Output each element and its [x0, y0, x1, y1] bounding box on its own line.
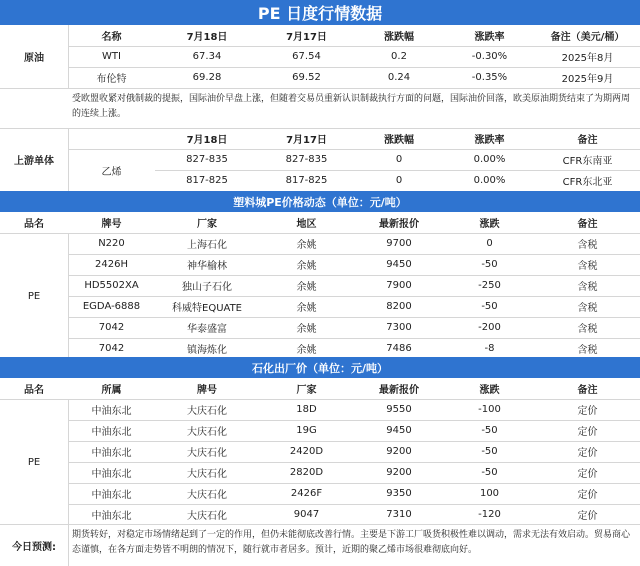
table-cell: 大庆石化	[187, 406, 227, 417]
section-label-crude: 原油	[24, 53, 44, 64]
table-cell: 含税	[577, 303, 598, 314]
column-header: 涨跌幅	[384, 32, 414, 43]
table-cell: 中油东北	[91, 448, 132, 459]
table-cell: -0.35%	[471, 72, 508, 83]
column-header: 涨跌幅	[384, 135, 414, 146]
table-cell: 华泰盛富	[187, 324, 227, 335]
table-cell: 69.52	[292, 72, 321, 83]
table-cell: 0.24	[387, 72, 411, 83]
table-cell: 8200	[386, 301, 412, 312]
column-header: 7月18日	[186, 32, 228, 43]
table-cell: 含税	[577, 240, 598, 251]
column-header: 涨跌率	[474, 135, 505, 146]
table-cell: 科威特EQUATE	[172, 303, 242, 314]
table-cell: 2420D	[289, 446, 324, 457]
table-cell: 中油东北	[91, 406, 132, 417]
table-cell: 2820D	[289, 467, 324, 478]
table-cell: 余姚	[296, 261, 317, 272]
table-cell: 中油东北	[91, 469, 132, 480]
table-cell: 0	[395, 154, 403, 165]
table-cell: 7300	[386, 322, 412, 333]
grid-line	[68, 233, 69, 359]
table-cell: 上海石化	[187, 240, 227, 251]
product-label: PE	[27, 290, 41, 302]
grid-line	[68, 399, 69, 525]
ex-factory-title: 石化出厂价（单位：元/吨）	[0, 357, 640, 378]
column-header: 涨跌	[479, 219, 500, 230]
table-cell: 817-825	[186, 175, 228, 186]
monomer-name: 乙烯	[101, 166, 122, 178]
table-cell: 67.34	[192, 51, 222, 62]
table-cell: 含税	[577, 261, 598, 272]
table-cell: EGDA-6888	[82, 301, 141, 312]
table-cell: 9200	[386, 467, 412, 478]
column-header: 牌号	[101, 219, 122, 230]
column-header: 最新报价	[379, 385, 419, 396]
table-cell: 余姚	[296, 282, 317, 293]
column-header: 地区	[296, 219, 317, 230]
table-cell: 9450	[386, 425, 412, 436]
table-cell: 中油东北	[91, 427, 132, 438]
table-cell: 含税	[577, 282, 598, 293]
column-header: 品名	[24, 385, 44, 396]
table-cell: CFR东北亚	[562, 177, 613, 188]
page-title: PE 日度行情数据	[0, 0, 640, 25]
grid-line	[68, 128, 69, 191]
table-cell: 布伦特	[96, 74, 127, 85]
table-cell: 7486	[386, 343, 412, 354]
column-header: 备注	[577, 219, 598, 230]
table-cell: 定价	[577, 469, 598, 480]
grid-line	[155, 170, 640, 171]
table-cell: WTI	[102, 51, 121, 62]
column-header: 厂家	[197, 219, 217, 230]
crude-note: 受欧盟收紧对俄制裁的提振，国际油价早盘上涨，但随着交易员重新认识制裁执行方面的问题，国际油价回落，欧美原油期货结束了为期两周的连续上涨。	[72, 94, 631, 119]
table-cell: -250	[478, 280, 501, 291]
table-cell: 中油东北	[91, 511, 132, 522]
table-cell: -0.30%	[471, 51, 508, 62]
table-cell: 2426F	[290, 488, 323, 499]
table-cell: 7042	[98, 322, 125, 333]
table-cell: N220	[98, 238, 125, 249]
table-cell: 9047	[293, 509, 320, 520]
table-cell: 9350	[386, 488, 412, 499]
table-cell: 827-835	[186, 154, 228, 165]
table-cell: 827-835	[285, 154, 328, 165]
column-header: 名称	[101, 32, 122, 43]
table-cell: 9550	[386, 404, 412, 415]
column-header: 7月18日	[186, 135, 228, 146]
table-cell: -50	[481, 467, 498, 478]
forecast-text: 期货转好，对稳定市场情绪起到了一定的作用，但仍未能彻底改善行情。主要是下游工厂吸货积极性难以调动，需求无法有效启动。贸易商心态谨慎，在各方面走势皆不明朗的情况下，随行就市者居多。预计，近期的聚乙烯市场很难彻底向好。	[72, 530, 631, 555]
table-cell: 定价	[577, 448, 598, 459]
table-cell: 2025年8月	[561, 53, 614, 64]
table-cell: 镇海炼化	[187, 345, 227, 356]
table-cell: 独山子石化	[182, 282, 232, 293]
column-header: 7月17日	[286, 32, 327, 43]
table-cell: -50	[481, 425, 498, 436]
table-cell: 0.00%	[473, 175, 506, 186]
table-cell: -50	[481, 259, 498, 270]
table-cell: 大庆石化	[187, 490, 227, 501]
table-cell: CFR东南亚	[562, 156, 613, 167]
table-cell: 大庆石化	[187, 469, 227, 480]
table-cell: 69.28	[192, 72, 222, 83]
table-cell: 定价	[577, 511, 598, 522]
table-cell: 定价	[577, 427, 598, 438]
column-header: 涨跌率	[474, 32, 505, 43]
table-cell: 7310	[386, 509, 412, 520]
column-header: 品名	[24, 219, 44, 230]
table-cell: 0.2	[391, 51, 407, 62]
grid-line	[68, 25, 69, 88]
table-cell: 含税	[577, 324, 598, 335]
table-cell: 定价	[577, 406, 598, 417]
table-cell: 大庆石化	[187, 511, 227, 522]
forecast-label: 今日预测:	[12, 541, 56, 553]
column-header: 备注（美元/桶）	[550, 32, 625, 43]
table-cell: 2426H	[95, 259, 128, 270]
table-cell: 含税	[577, 345, 598, 356]
table-cell: 0.00%	[473, 154, 506, 165]
table-cell: -50	[481, 301, 498, 312]
table-cell: 9700	[386, 238, 412, 249]
table-cell: 神华榆林	[187, 261, 227, 272]
product-label: PE	[27, 456, 41, 468]
table-cell: 9200	[386, 446, 412, 457]
section-label-monomer: 上游单体	[14, 156, 54, 167]
column-header: 厂家	[296, 385, 317, 396]
table-cell: 2025年9月	[561, 74, 614, 85]
table-cell: 817-825	[285, 175, 328, 186]
table-cell: 余姚	[296, 345, 317, 356]
table-cell: 19G	[296, 425, 317, 436]
table-cell: 100	[479, 488, 500, 499]
table-cell: -200	[478, 322, 501, 333]
column-header: 涨跌	[479, 385, 500, 396]
grid-line	[0, 88, 640, 89]
column-header: 所属	[101, 385, 122, 396]
table-cell: -50	[481, 446, 498, 457]
column-header: 备注	[577, 385, 598, 396]
column-header: 7月17日	[286, 135, 327, 146]
table-cell: 大庆石化	[187, 448, 227, 459]
table-cell: -8	[484, 343, 495, 354]
table-cell: 余姚	[296, 303, 317, 314]
column-header: 牌号	[197, 385, 217, 396]
column-header	[68, 128, 155, 149]
table-cell: 7042	[98, 343, 125, 354]
table-cell: -100	[478, 404, 501, 415]
column-header: 备注	[577, 135, 598, 146]
table-cell: 0	[486, 238, 493, 249]
table-cell: 0	[395, 175, 403, 186]
plastic-city-title: 塑料城PE价格动态（单位：元/吨）	[0, 191, 640, 212]
table-cell: 67.54	[292, 51, 321, 62]
table-cell: 中油东北	[91, 490, 132, 501]
table-cell: HD5502XA	[84, 280, 139, 291]
column-header: 最新报价	[379, 219, 419, 230]
table-cell: 18D	[296, 404, 317, 415]
table-cell: 大庆石化	[187, 427, 227, 438]
table-cell: -120	[478, 509, 501, 520]
table-cell: 余姚	[296, 324, 317, 335]
table-cell: 9450	[386, 259, 412, 270]
table-cell: 定价	[577, 490, 598, 501]
table-cell: 7900	[386, 280, 412, 291]
table-cell: 余姚	[296, 240, 317, 251]
